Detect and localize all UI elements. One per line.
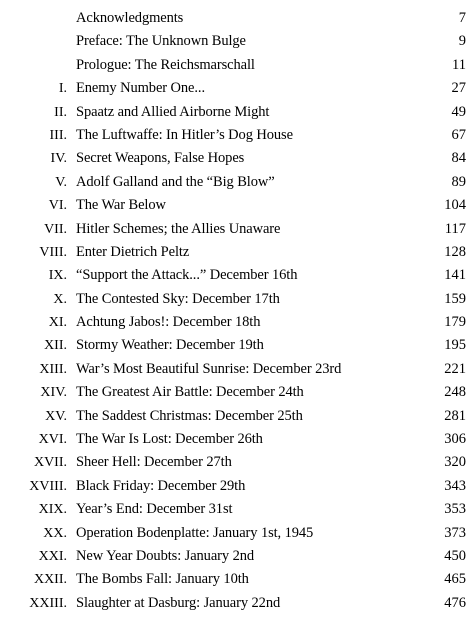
toc-entry xyxy=(0,475,473,498)
chapter-title: Prologue: The Reichsmarschall xyxy=(76,56,255,73)
page-number: 320 xyxy=(444,454,466,471)
chapter-title: Slaughter at Dasburg: January 22nd xyxy=(76,594,281,611)
chapter-title: The Bombs Fall: January 10th xyxy=(76,571,249,588)
chapter-title: Hitler Schemes; the Allies Unaware xyxy=(76,220,281,237)
chapter-title: The Luftwaffe: In Hitler’s Dog House xyxy=(76,126,293,143)
toc-entry xyxy=(0,124,473,147)
chapter-number: XXIII. xyxy=(29,595,67,611)
toc-entry xyxy=(0,334,473,357)
page-number: 104 xyxy=(444,197,466,214)
chapter-title: Adolf Galland and the “Big Blow” xyxy=(76,173,275,190)
chapter-number: II. xyxy=(54,104,67,120)
page-number: 248 xyxy=(444,384,466,401)
chapter-title: Black Friday: December 29th xyxy=(76,477,246,494)
toc-entry xyxy=(0,171,473,194)
chapter-title: Sheer Hell: December 27th xyxy=(76,454,232,471)
page-number: 7 xyxy=(458,10,466,26)
page-number: 89 xyxy=(451,173,466,190)
chapter-number: I. xyxy=(58,81,67,97)
chapter-title: War’s Most Beautiful Sunrise: December 23rd xyxy=(76,360,342,377)
chapter-number: V. xyxy=(55,174,67,190)
chapter-number: XXII. xyxy=(33,572,67,588)
toc-entry xyxy=(0,545,473,568)
toc-entry xyxy=(0,522,473,545)
chapter-number: XII. xyxy=(44,338,67,354)
chapter-number: IX. xyxy=(48,268,67,284)
toc-entry xyxy=(0,381,473,404)
chapter-title: “Support the Attack...” December 16th xyxy=(76,267,298,284)
chapter-title: Secret Weapons, False Hopes xyxy=(76,150,245,167)
toc-entry xyxy=(0,568,473,591)
page-number: 159 xyxy=(444,290,466,307)
chapter-title: The Saddest Christmas: December 25th xyxy=(76,407,303,424)
toc-entry xyxy=(0,311,473,334)
chapter-number: VIII. xyxy=(39,244,67,260)
page-number: 141 xyxy=(444,267,466,284)
chapter-number: XXI. xyxy=(38,548,67,564)
toc-entry xyxy=(0,54,473,77)
chapter-title: Spaatz and Allied Airborne Might xyxy=(76,103,270,120)
toc-entry xyxy=(0,194,473,217)
toc-entry xyxy=(0,147,473,170)
chapter-number: VI. xyxy=(48,198,67,214)
chapter-number: XIX. xyxy=(38,502,67,518)
toc-entry xyxy=(0,428,473,451)
page-number: 179 xyxy=(444,314,466,331)
chapter-number: XVI. xyxy=(38,432,67,448)
toc-entry xyxy=(0,30,473,53)
chapter-number: XI. xyxy=(48,315,67,331)
chapter-number: XIV. xyxy=(40,385,67,401)
toc-entry xyxy=(0,7,473,30)
toc-entry xyxy=(0,288,473,311)
chapter-number: XX. xyxy=(43,525,67,541)
page-number: 9 xyxy=(458,33,466,50)
chapter-title: Operation Bodenplatte: January 1st, 1945 xyxy=(76,524,314,541)
page-number: 67 xyxy=(451,126,466,143)
chapter-title: Achtung Jabos!: December 18th xyxy=(76,314,261,331)
toc-entry xyxy=(0,405,473,428)
chapter-title: The Contested Sky: December 17th xyxy=(76,290,280,307)
chapter-number: VII. xyxy=(44,221,67,237)
toc-entry xyxy=(0,358,473,381)
chapter-title: New Year Doubts: January 2nd xyxy=(76,547,255,564)
toc-entry xyxy=(0,264,473,287)
toc-entry xyxy=(0,77,473,100)
chapter-title: Enemy Number One... xyxy=(76,80,205,97)
toc-entry xyxy=(0,101,473,124)
page-number: 195 xyxy=(444,337,466,354)
page-number: 373 xyxy=(444,524,466,541)
page-number: 27 xyxy=(451,80,466,97)
page-number: 465 xyxy=(444,571,466,588)
chapter-title: The War Is Lost: December 26th xyxy=(76,431,263,448)
chapter-number: XV. xyxy=(45,408,67,424)
page-number: 128 xyxy=(444,243,466,260)
toc-entry xyxy=(0,498,473,521)
page-number: 49 xyxy=(451,103,466,120)
page-number: 476 xyxy=(444,594,466,611)
chapter-number: XIII. xyxy=(39,361,67,377)
page-number: 221 xyxy=(444,360,466,377)
page-number: 306 xyxy=(444,431,466,448)
page-number: 84 xyxy=(451,150,466,167)
table-of-contents xyxy=(0,7,473,615)
chapter-title: The War Below xyxy=(76,197,166,214)
page-number: 343 xyxy=(444,477,466,494)
page-number: 353 xyxy=(444,501,466,518)
toc-entry xyxy=(0,241,473,264)
chapter-title: The Greatest Air Battle: December 24th xyxy=(76,384,304,401)
toc-entry xyxy=(0,592,473,615)
toc-entry xyxy=(0,451,473,474)
chapter-number: IV. xyxy=(50,151,67,167)
chapter-number: XVII. xyxy=(33,455,67,471)
chapter-title: Year’s End: December 31st xyxy=(76,501,233,518)
page-number: 11 xyxy=(452,56,466,73)
chapter-title: Enter Dietrich Peltz xyxy=(76,243,190,260)
chapter-title: Preface: The Unknown Bulge xyxy=(76,33,246,50)
page-number: 450 xyxy=(444,547,466,564)
chapter-title: Acknowledgments xyxy=(76,10,184,26)
chapter-number: XVIII. xyxy=(29,478,67,494)
toc-entry xyxy=(0,218,473,241)
page-number: 281 xyxy=(444,407,466,424)
chapter-number: X. xyxy=(53,291,67,307)
page-number: 117 xyxy=(444,220,466,237)
chapter-number: III. xyxy=(49,127,67,143)
chapter-title: Stormy Weather: December 19th xyxy=(76,337,264,354)
